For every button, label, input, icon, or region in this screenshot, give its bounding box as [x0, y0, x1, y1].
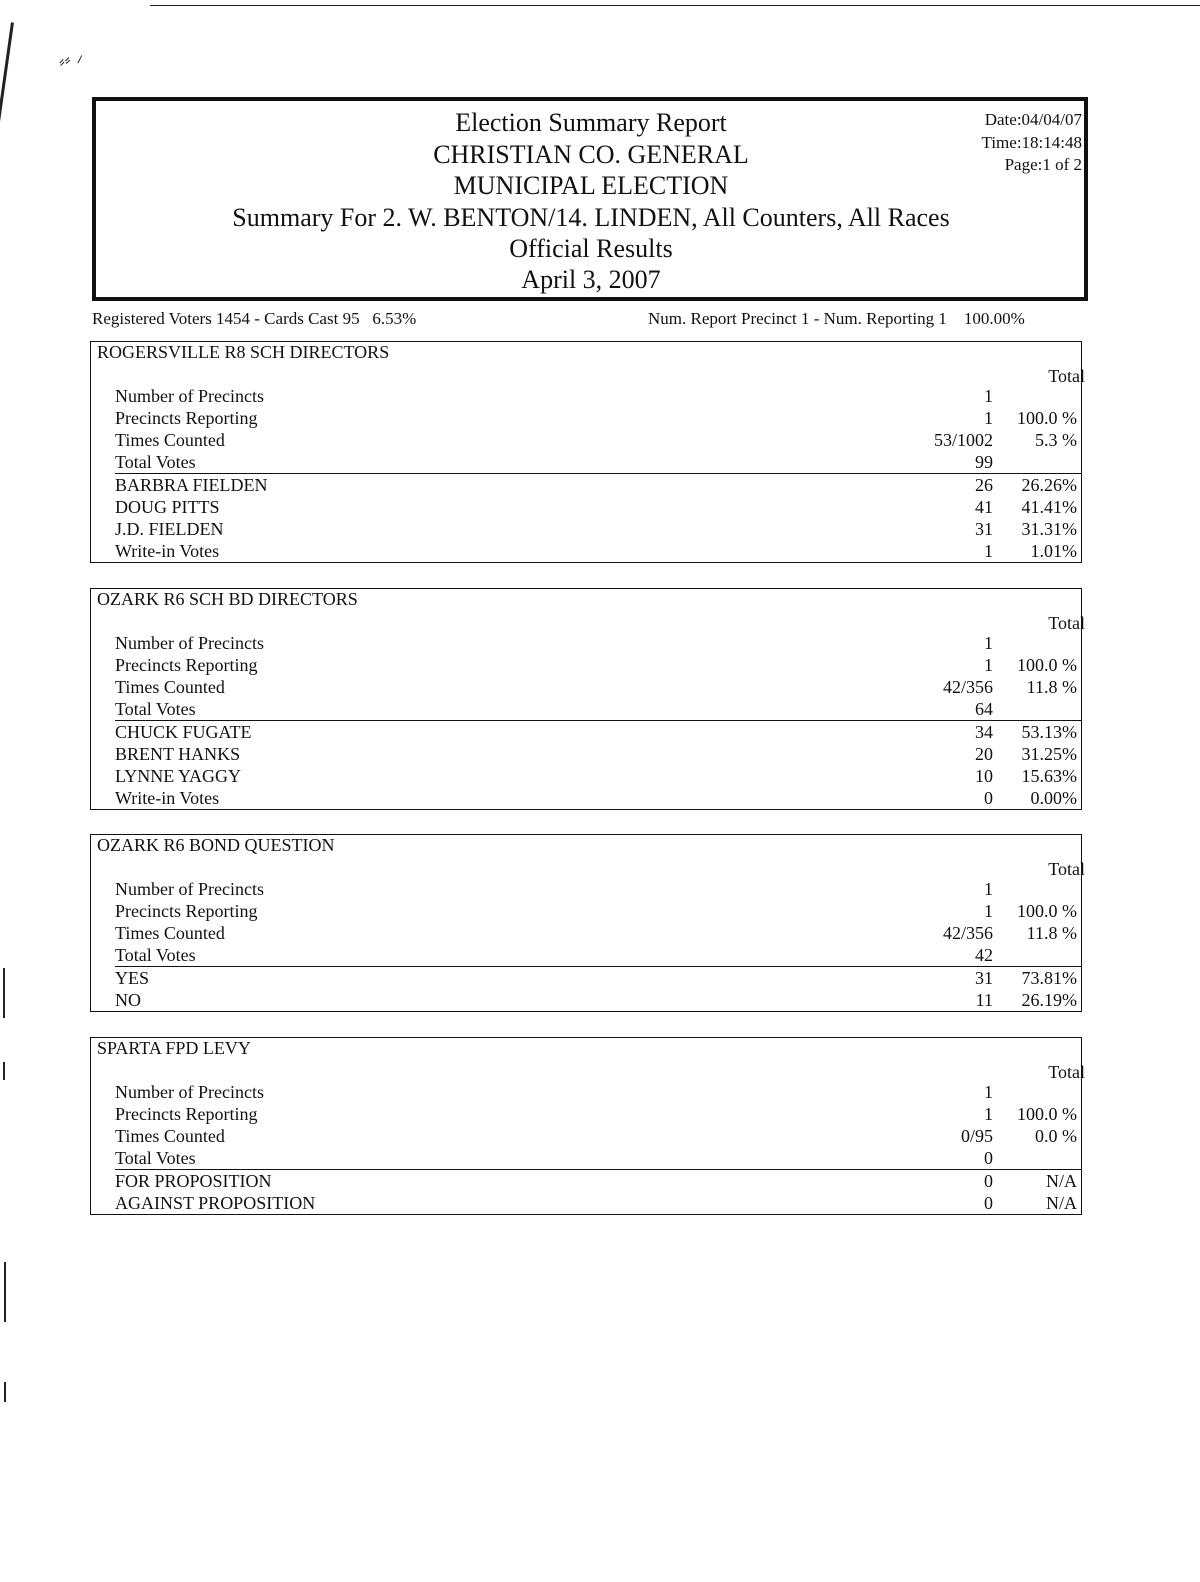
choice-row: J.D. FIELDEN 31 31.31%	[115, 519, 1077, 539]
choice-row: NO 11 26.19%	[115, 990, 1077, 1010]
race-title: OZARK R6 BOND QUESTION	[97, 835, 335, 855]
results-status: Official Results	[509, 234, 673, 263]
report-header	[92, 97, 1088, 301]
total-column-header: Total	[1048, 1062, 1085, 1082]
race-sparta-levy	[90, 1037, 1085, 1215]
stat-row: Precincts Reporting 1 100.0 %	[115, 408, 1077, 428]
election-title: MUNICIPAL ELECTION	[453, 171, 729, 200]
choice-row: Write-in Votes 0 0.00%	[115, 788, 1077, 808]
county-title: CHRISTIAN CO. GENERAL	[433, 140, 749, 169]
stat-row: Times Counted 53/1002 5.3 %	[115, 430, 1077, 450]
stat-row: Precincts Reporting 1 100.0 %	[115, 1104, 1077, 1124]
race-ozark-bond	[90, 834, 1085, 1012]
scan-mark-left-1	[3, 968, 5, 1018]
stat-row: Precincts Reporting 1 100.0 %	[115, 655, 1077, 675]
handwritten-mark: ⸗⸗ ⸝	[55, 44, 86, 72]
stat-row: Times Counted 42/356 11.8 %	[115, 923, 1077, 943]
voter-summary	[92, 309, 416, 329]
stat-row: Total Votes 64	[115, 699, 993, 719]
race-title: ROGERSVILLE R8 SCH DIRECTORS	[97, 342, 390, 362]
stat-row: Number of Precincts 1	[115, 879, 993, 899]
race-rogersville	[90, 341, 1085, 563]
choice-row: DOUG PITTS 41 41.41%	[115, 497, 1077, 517]
stat-row: Times Counted 0/95 0.0 %	[115, 1126, 1077, 1146]
total-column-header: Total	[1048, 613, 1085, 633]
precinct-summary	[648, 309, 1025, 329]
stat-row: Number of Precincts 1	[115, 1082, 993, 1102]
scan-mark-left-3	[4, 1262, 6, 1322]
choice-row: FOR PROPOSITION 0 N/A	[115, 1171, 1077, 1191]
race-title: OZARK R6 SCH BD DIRECTORS	[97, 589, 358, 609]
stat-row: Total Votes 99	[115, 452, 993, 472]
scan-mark-left-2	[3, 1062, 5, 1080]
summary-for: Summary For 2. W. BENTON/14. LINDEN, All Counters, All Races	[232, 203, 950, 232]
turnout-percent: 6.53%	[372, 309, 417, 328]
stat-row: Precincts Reporting 1 100.0 %	[115, 901, 1077, 921]
total-column-header: Total	[1048, 366, 1085, 386]
race-title: SPARTA FPD LEVY	[97, 1038, 251, 1058]
scan-mark-top-line	[150, 5, 1200, 6]
report-date: Date:04/04/07	[984, 110, 1082, 129]
stat-row: Total Votes 42	[115, 945, 993, 965]
page-number: Page:1 of 2	[1004, 155, 1082, 174]
choice-row: BARBRA FIELDEN 26 26.26%	[115, 475, 1077, 495]
choice-row: BRENT HANKS 20 31.25%	[115, 744, 1077, 764]
choice-row: AGAINST PROPOSITION 0 N/A	[115, 1193, 1077, 1213]
race-ozark-directors	[90, 588, 1085, 810]
precincts-percent: 100.00%	[963, 309, 1025, 328]
choice-row: YES 31 73.81%	[115, 968, 1077, 988]
report-title: Election Summary Report	[455, 108, 727, 137]
choice-row: CHUCK FUGATE 34 53.13%	[115, 722, 1077, 742]
stat-row: Times Counted 42/356 11.8 %	[115, 677, 1077, 697]
scan-mark-top-left	[0, 22, 14, 121]
stat-row: Number of Precincts 1	[115, 633, 993, 653]
total-column-header: Total	[1048, 859, 1085, 879]
stat-row: Number of Precincts 1	[115, 386, 993, 406]
choice-row: LYNNE YAGGY 10 15.63%	[115, 766, 1077, 786]
scan-mark-left-4	[4, 1382, 6, 1402]
report-time: Time:18:14:48	[981, 133, 1082, 152]
choice-row: Write-in Votes 1 1.01%	[115, 541, 1077, 561]
precincts-reporting: Num. Report Precinct 1 - Num. Reporting 1	[648, 309, 947, 328]
registered-voters: Registered Voters 1454 - Cards Cast 95	[92, 309, 360, 328]
election-date: April 3, 2007	[521, 265, 661, 294]
stat-row: Total Votes 0	[115, 1148, 993, 1168]
